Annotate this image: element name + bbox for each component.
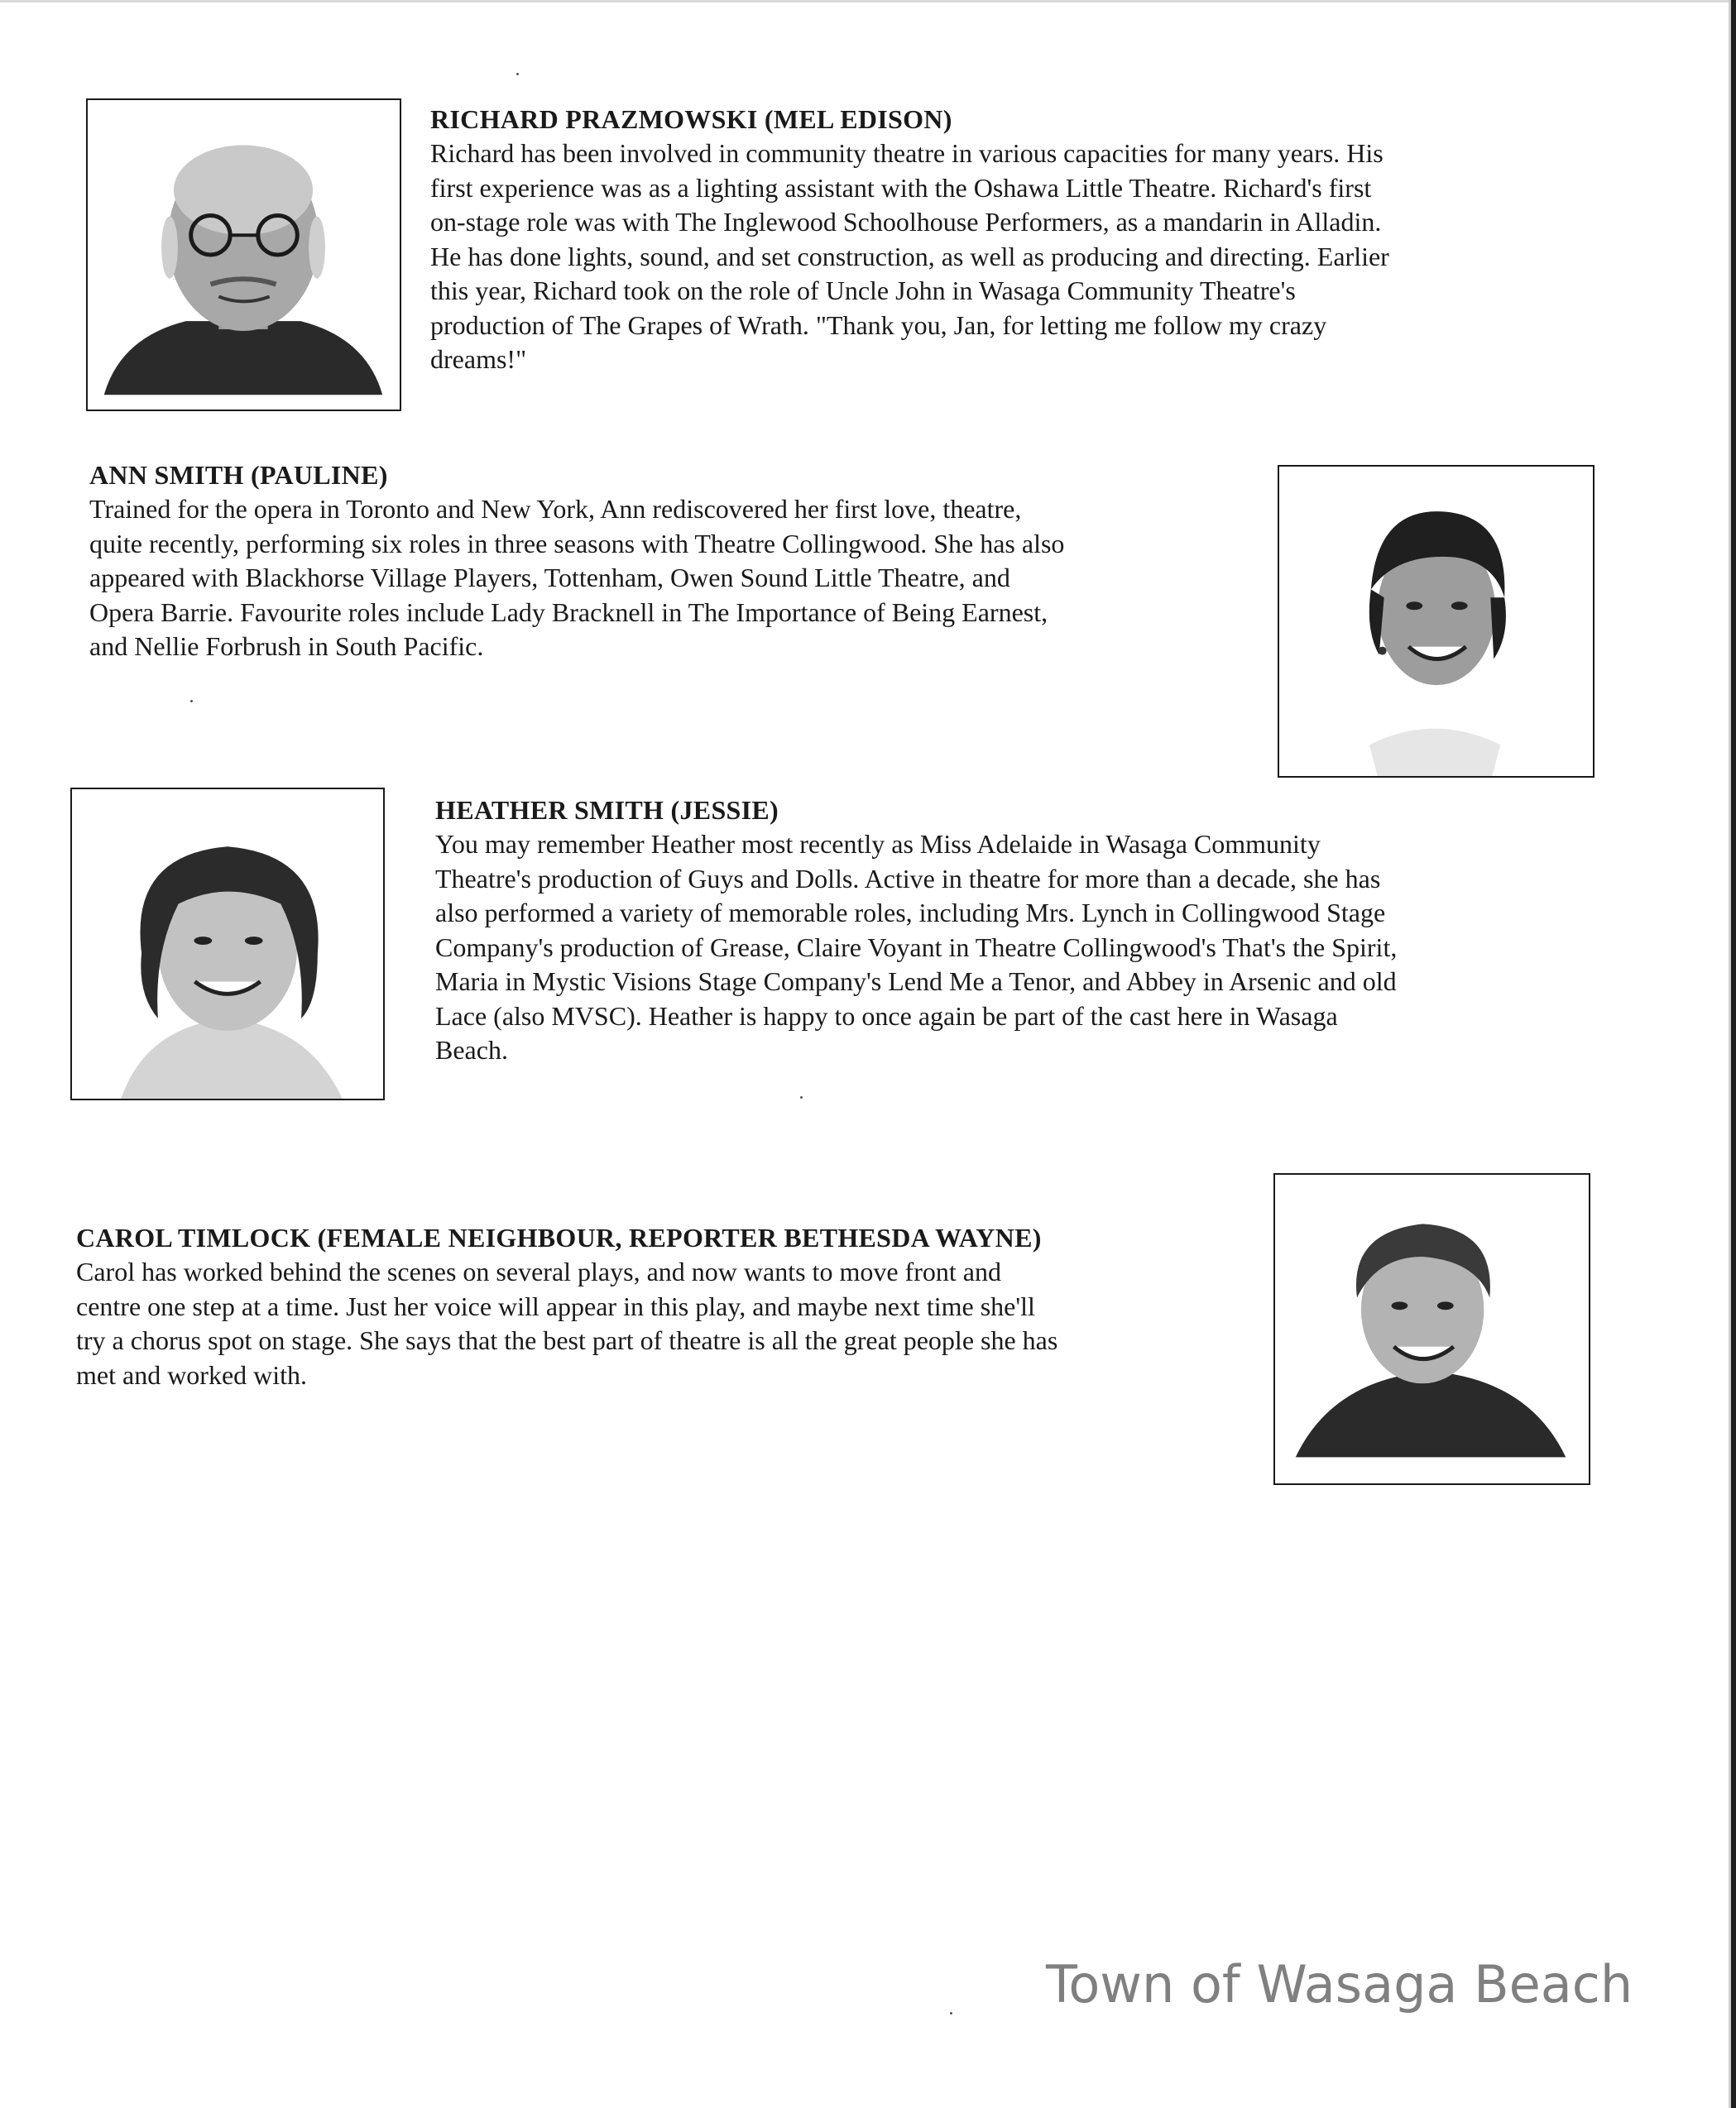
bio-name: CAROL TIMLOCK (FEMALE NEIGHBOUR, REPORTER BETHESDA WAYNE) <box>76 1223 1042 1253</box>
bio-ann <box>89 458 1064 664</box>
bio-line: Beach. <box>435 1035 508 1065</box>
bio-line: He has done lights, sound, and set construction, as well as producing and directing. Earlier <box>430 241 1389 271</box>
headshot-photo-heather <box>70 788 385 1100</box>
bio-line: Richard has been involved in community theatre in various capacities for many years. His <box>430 138 1384 168</box>
bio-text <box>89 492 1064 664</box>
scan-speck <box>190 700 193 702</box>
bio-name: ANN SMITH (PAULINE) <box>89 460 388 490</box>
bio-line: appeared with Blackhorse Village Players, Tottenham, Owen Sound Little Theatre, and <box>89 563 1010 592</box>
scan-speck <box>516 73 519 75</box>
bio-line: quite recently, performing six roles in three seasons with Theatre Collingwood. She has also <box>89 528 1065 558</box>
bio-name: HEATHER SMITH (JESSIE) <box>435 795 779 825</box>
headshot-photo-carol <box>1273 1173 1590 1485</box>
scan-speck <box>950 2012 952 2015</box>
bio-line: Theatre's production of Guys and Dolls. Active in theatre for more than a decade, she has <box>435 863 1381 894</box>
bio-line: this year, Richard took on the role of Uncle John in Wasaga Community Theatre's <box>430 275 1296 305</box>
bio-carol <box>76 1220 1057 1392</box>
bio-text <box>76 1255 1057 1392</box>
bio-line: Trained for the opera in Toronto and New York, Ann rediscovered her first love, theatre, <box>89 494 1022 524</box>
bio-line: on-stage role was with The Inglewood Schoolhouse Performers, as a mandarin in Alladin. <box>430 207 1382 237</box>
bio-text <box>435 827 1397 1068</box>
scan-edge-top <box>0 0 1736 2</box>
bio-line: production of The Grapes of Wrath. "Thank you, Jan, for letting me follow my crazy <box>430 309 1327 340</box>
bio-line: centre one step at a time. Just her voice will appear in this play, and maybe next time she'll <box>76 1291 1035 1321</box>
bio-line: met and worked with. <box>76 1359 308 1390</box>
scan-edge-right <box>1731 0 1736 2108</box>
bio-line: also performed a variety of memorable roles, including Mrs. Lynch in Collingwood Stage <box>435 898 1386 927</box>
bio-line: Opera Barrie. Favourite roles include Lady Bracknell in The Importance of Being Earnest, <box>89 596 1048 627</box>
watermark-text: Town of Wasaga Beach <box>1046 1954 1633 2015</box>
bio-line: Maria in Mystic Visions Stage Company's Lend Me a Tenor, and Abbey in Arsenic and old <box>435 966 1397 996</box>
bio-line: first experience was as a lighting assistant with the Oshawa Little Theatre. Richard's first <box>430 172 1372 203</box>
headshot-photo-ann <box>1278 465 1595 778</box>
bio-line: dreams!" <box>430 344 527 374</box>
scan-speck <box>800 1096 803 1099</box>
bio-text <box>430 137 1389 377</box>
bio-name: RICHARD PRAZMOWSKI (MEL EDISON) <box>430 104 952 134</box>
bio-line: Lace (also MVSC). Heather is happy to once again be part of the cast here in Wasaga <box>435 1000 1338 1031</box>
bio-line: and Nellie Forbrush in South Pacific. <box>89 631 484 661</box>
bio-richard <box>430 102 1389 377</box>
bio-line: Company's production of Grease, Claire Voyant in Theatre Collingwood's That's the Spirit, <box>435 932 1398 962</box>
headshot-photo-richard <box>86 98 401 411</box>
bio-heather <box>435 793 1397 1068</box>
bio-line: Carol has worked behind the scenes on several plays, and now wants to move front and <box>76 1257 1001 1286</box>
bio-line: You may remember Heather most recently as Miss Adelaide in Wasaga Community <box>435 829 1321 859</box>
bio-line: try a chorus spot on stage. She says that the best part of theatre is all the great people she has <box>76 1325 1058 1355</box>
